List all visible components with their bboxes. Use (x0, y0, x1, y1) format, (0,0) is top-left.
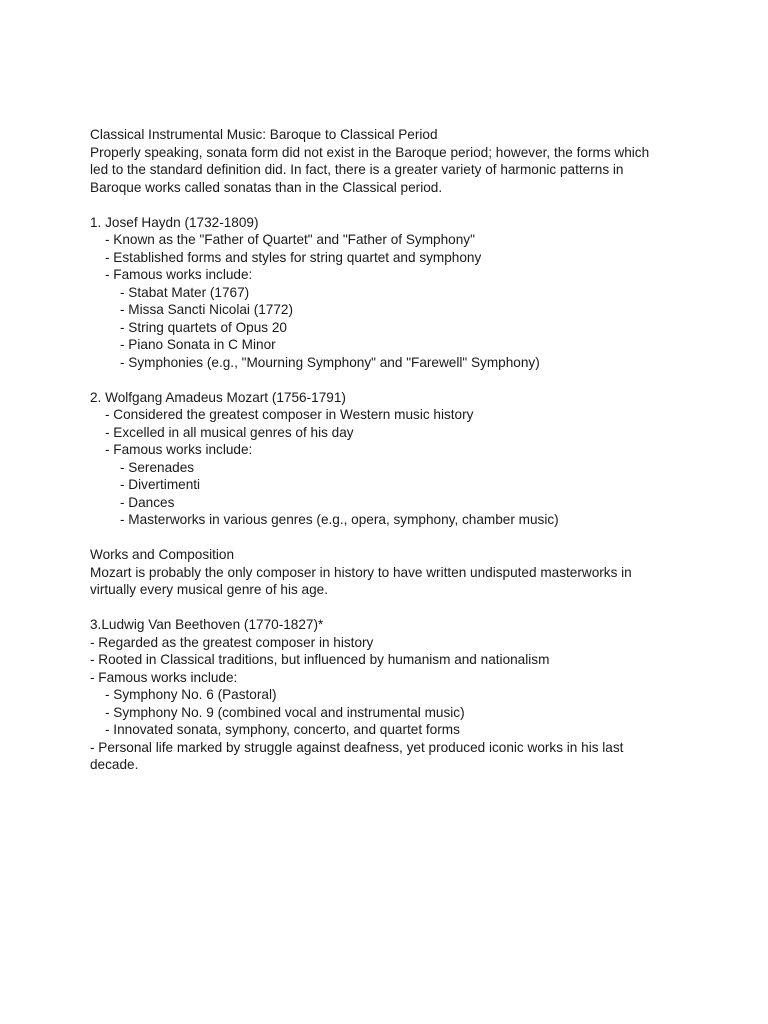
works-composition-heading: Works and Composition (90, 547, 235, 562)
work-item: - Symphony No. 9 (combined vocal and instrumental music) (105, 704, 465, 720)
list-item: - Considered the greatest composer in Western music history (105, 407, 474, 422)
mozart-heading: 2. Wolfgang Amadeus Mozart (1756-1791) (90, 389, 346, 405)
work-item: - Divertimenti (120, 477, 201, 492)
spacer (90, 529, 690, 547)
list-item: - Established forms and styles for string quartet and symphony (105, 249, 482, 265)
list-item: - Known as the "Father of Quartet" and "Father of Symphony" (105, 232, 475, 247)
haydn-heading: 1. Josef Haydn (1732-1809) (90, 214, 259, 230)
list-item: - Rooted in Classical traditions, but influenced by humanism and nationalism (90, 652, 550, 667)
beethoven-heading: 3.Ludwig Van Beethoven (1770-1827)* (90, 617, 324, 632)
beethoven-closing: - Personal life marked by struggle against deafness, yet produced iconic works in his last decade. (90, 739, 624, 772)
intro-paragraph: Properly speaking, sonata form did not exist in the Baroque period; however, the forms which led to the standard definition did. In fact, there is a greater variety of harmonic patterns in Baroque works called sonatas than in the Classical period. (90, 144, 650, 195)
list-item: - Regarded as the greatest composer in history (90, 634, 374, 650)
work-item: - Piano Sonata in C Minor (120, 337, 276, 352)
list-item: - Famous works include: (105, 267, 253, 282)
work-item: - Stabat Mater (1767) (120, 284, 250, 300)
works-composition-paragraph: Mozart is probably the only composer in history to have written undisputed masterworks in virtually every musical genre of his age. (90, 564, 632, 597)
document-page (90, 126, 690, 774)
work-item: - Missa Sancti Nicolai (1772) (120, 302, 294, 317)
document-title: Classical Instrumental Music: Baroque to Classical Period (90, 127, 438, 142)
spacer (90, 196, 690, 214)
work-item: - Masterworks in various genres (e.g., opera, symphony, chamber music) (120, 512, 559, 527)
work-item: - Serenades (120, 459, 195, 475)
work-item: - Symphonies (e.g., "Mourning Symphony" and "Farewell" Symphony) (120, 354, 540, 370)
spacer (90, 371, 690, 389)
work-item: - String quartets of Opus 20 (120, 319, 287, 335)
work-item: - Innovated sonata, symphony, concerto, and quartet forms (105, 722, 460, 737)
work-item: - Symphony No. 6 (Pastoral) (105, 687, 277, 702)
list-item: - Famous works include: (90, 669, 238, 685)
spacer (90, 599, 690, 617)
work-item: - Dances (120, 494, 175, 510)
list-item: - Excelled in all musical genres of his day (105, 424, 354, 440)
list-item: - Famous works include: (105, 442, 253, 457)
